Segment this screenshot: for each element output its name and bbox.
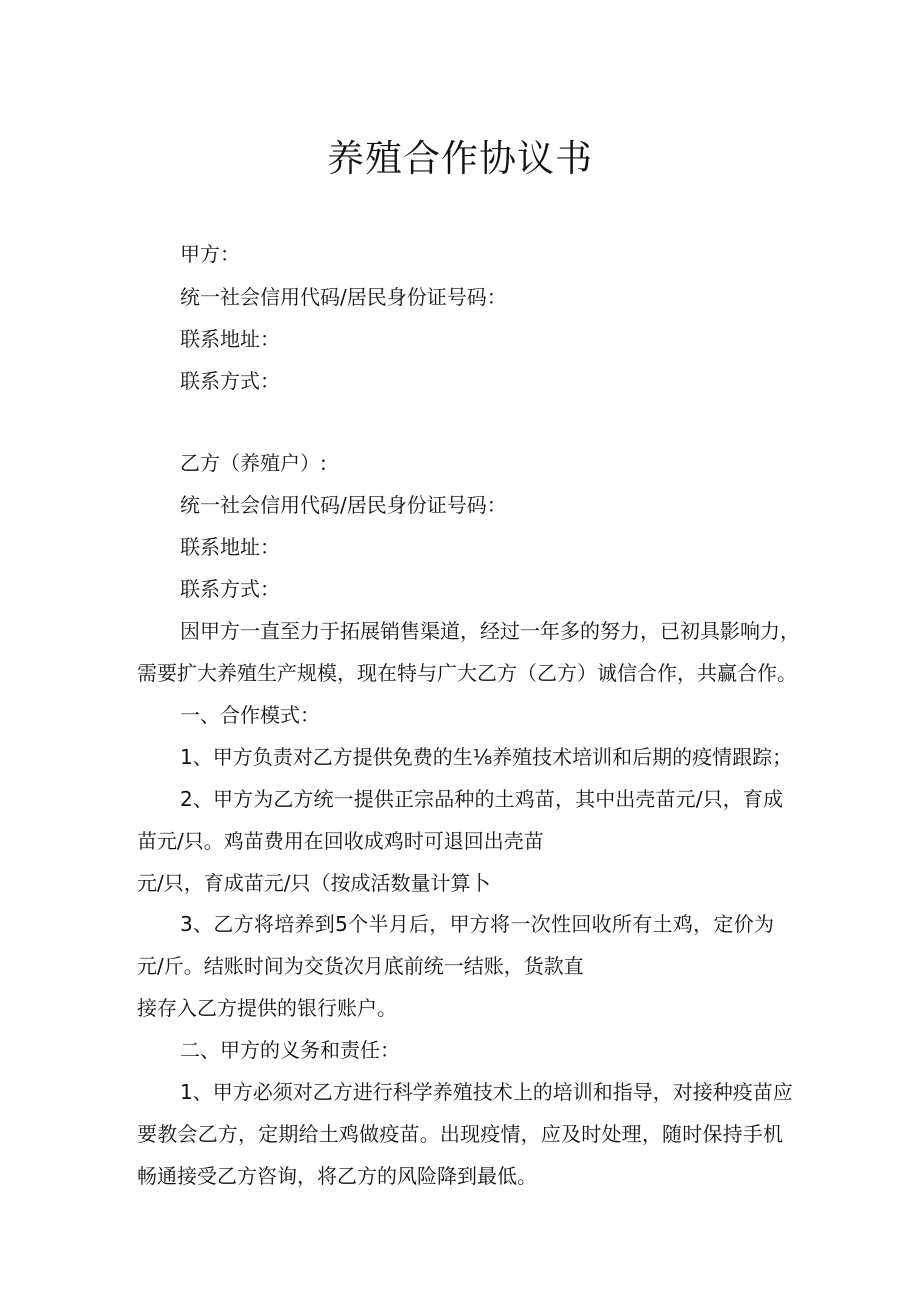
party-a-id-label: 统一社会信用代码/居民身份证号码： [180, 285, 507, 309]
party-a-label: 甲方： [180, 242, 240, 266]
section2-heading: 二、甲方的义务和责任： [180, 1038, 400, 1062]
section2-item1-line1: 1、甲方必须对乙方进行科学养殖技术上的培训和指导，对接种疫苗应 [180, 1080, 793, 1104]
section1-item3-line1: 3、乙方将培养到5个半月后，甲方将一次性回收所有土鸡，定价为 [180, 912, 774, 936]
section1-heading: 一、合作模式： [180, 703, 320, 727]
party-b-label: 乙方（养殖户）: [180, 451, 327, 475]
section1-item2-line3: 元/只，育成苗元/只（按成活数量计算卜 [137, 871, 491, 895]
section2-item1-line2: 要教会乙方，定期给土鸡做疫苗。出现疫情，应及时处理，随时保持手机 [137, 1122, 783, 1146]
party-b-contact-label: 联系方式： [180, 577, 280, 601]
party-a-address-label: 联系地址： [180, 327, 280, 351]
document-title: 养殖合作协议书 [327, 137, 593, 180]
section1-item1: 1、甲方负责对乙方提供免费的生⅛养殖技术培训和后期的疫情跟踪； [180, 745, 793, 769]
intro-line-1: 因甲方一直至力于拓展销售渠道，经过一年多的努力，已初具影响力， [180, 619, 800, 643]
party-b-address-label: 联系地址： [180, 535, 280, 559]
section2-item1-line3: 畅通接受乙方咨询，将乙方的风险降到最低。 [137, 1164, 537, 1188]
party-a-contact-label: 联系方式： [180, 369, 280, 393]
party-b-id-label: 统一社会信用代码/居民身份证号码： [180, 493, 507, 517]
section1-item2-line2: 苗元/只。鸡苗费用在回收成鸡时可退回出壳苗 [137, 829, 544, 853]
section1-item3-line2: 元/斤。结账时间为交货次月底前统一结账，货款直 [137, 954, 584, 978]
intro-line-2: 需要扩大养殖生产规模，现在特与广大乙方（乙方）诚信合作，共赢合作。 [137, 661, 797, 685]
section1-item2-line1: 2、甲方为乙方统一提供正宗品种的土鸡苗，其中出壳苗元/只，育成 [180, 787, 783, 811]
section1-item3-line3: 接存入乙方提供的银行账户。 [137, 996, 397, 1020]
